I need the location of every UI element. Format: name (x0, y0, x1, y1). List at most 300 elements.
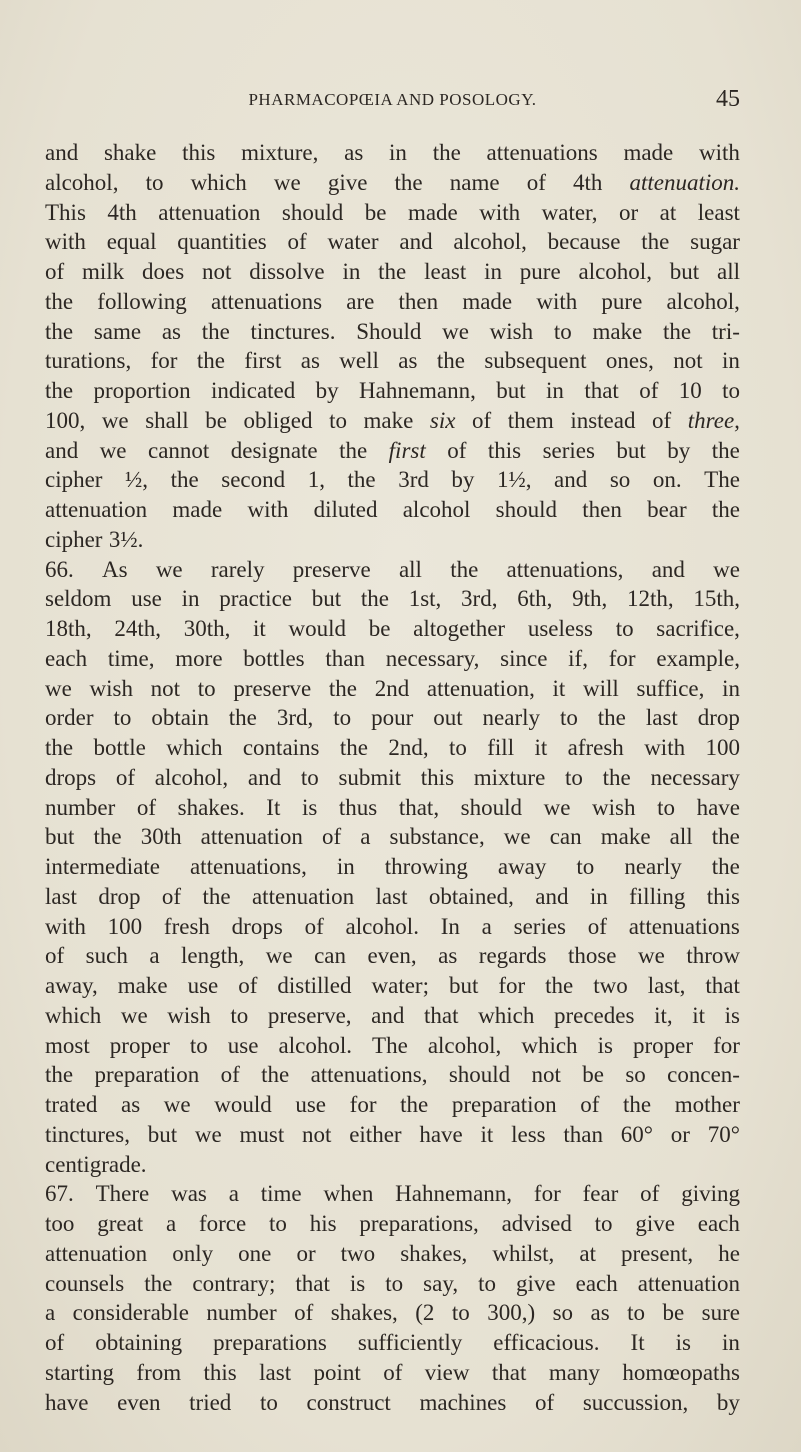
word: be (364, 199, 387, 225)
word: than (563, 1121, 603, 1147)
word: the (394, 169, 423, 195)
word: but (448, 973, 479, 998)
word: the (45, 288, 74, 314)
word: of (238, 973, 258, 998)
word: distilled (277, 973, 352, 998)
word: sufficiently (357, 1330, 463, 1355)
word: 100 (107, 913, 143, 939)
word: or (619, 199, 639, 225)
word: the (641, 229, 670, 255)
word: such (85, 943, 128, 969)
word: cipher (45, 526, 103, 552)
word: is (301, 794, 318, 820)
word: give (516, 1270, 556, 1296)
word: give (327, 169, 368, 195)
word: say, (423, 1270, 459, 1296)
word: give (635, 1211, 675, 1236)
word: the (328, 675, 358, 701)
word: them (507, 407, 554, 433)
word: suffice, (636, 675, 705, 701)
word: of (526, 169, 546, 195)
word: the (196, 348, 225, 374)
word: are (346, 288, 375, 314)
word: to (113, 705, 132, 731)
word: that (705, 973, 740, 998)
word: view (424, 1359, 470, 1385)
word: wish (167, 1002, 211, 1028)
word: 66. (45, 556, 74, 582)
word: the (93, 824, 122, 850)
word: machines (419, 1389, 507, 1415)
text-line (45, 465, 740, 495)
word: it (253, 616, 266, 641)
word: first (244, 348, 282, 374)
word: 30th (140, 824, 182, 850)
word: substance, (389, 824, 485, 850)
word: this (420, 764, 455, 790)
word: should (448, 1062, 511, 1088)
page-number: 45 (716, 86, 740, 112)
word: least (697, 199, 740, 225)
word: tinctures, (45, 1121, 130, 1147)
word: then (582, 497, 622, 522)
word: of (383, 1359, 403, 1385)
word: 15th, (693, 586, 740, 612)
word: to (333, 705, 352, 731)
word: intermediate (45, 854, 160, 879)
word: of (220, 1062, 240, 1088)
word: the (623, 1092, 652, 1117)
text-line (45, 793, 740, 823)
word: we (155, 556, 183, 582)
word: This (45, 199, 86, 225)
word: 67. (45, 1181, 74, 1207)
word: sacrifice, (656, 616, 740, 641)
word: 10 (678, 378, 702, 403)
word: only (172, 1240, 214, 1266)
word: mixture, (241, 140, 319, 165)
word: to (615, 616, 634, 641)
text-line (45, 495, 740, 525)
word: present, (621, 1240, 694, 1266)
word: more (175, 645, 223, 671)
word: with (536, 288, 578, 314)
word: 30th, (183, 616, 231, 641)
word: the (711, 437, 740, 463)
word: made (407, 199, 458, 225)
word: and (371, 1002, 405, 1028)
word: in (336, 854, 355, 879)
text-line (45, 584, 740, 614)
word: we (265, 943, 293, 969)
word: away, (45, 973, 98, 998)
word: we (442, 318, 469, 344)
word: attenuation (158, 199, 261, 225)
word: great (97, 1211, 144, 1236)
word: as (590, 1300, 610, 1326)
word: the (201, 318, 230, 344)
word: make (600, 824, 651, 850)
word: a (228, 1181, 239, 1207)
word: of (45, 943, 65, 969)
word: force (198, 1211, 247, 1236)
word: pure (601, 288, 643, 314)
word: use (131, 586, 162, 612)
word: each (697, 1211, 740, 1236)
word: all (398, 556, 422, 582)
text-line (45, 138, 740, 168)
word: (2 (415, 1300, 435, 1326)
word: can (549, 824, 582, 850)
word: mother (674, 1092, 740, 1117)
word: in (484, 259, 502, 284)
word: last (45, 883, 77, 909)
word: by (716, 1389, 740, 1415)
word: wish (89, 675, 133, 701)
word: to (329, 407, 347, 433)
word: 3½. (108, 526, 144, 552)
word: at (659, 199, 677, 225)
word: subsequent (484, 348, 587, 374)
word: altogether (413, 616, 506, 641)
word: does (142, 259, 185, 284)
word: the (711, 854, 740, 879)
word: efficacious. (493, 1330, 600, 1355)
word: There (95, 1181, 150, 1207)
word: that, (398, 794, 440, 820)
word: we (638, 943, 665, 969)
word: even, (367, 943, 417, 969)
word: away (497, 854, 547, 879)
word: so (609, 467, 631, 493)
word: Should (356, 318, 422, 344)
word: it (534, 735, 548, 760)
word: when (323, 1181, 374, 1207)
word: same (93, 318, 142, 344)
word: is (349, 1270, 366, 1296)
word: even (117, 1389, 161, 1415)
word: for (533, 1181, 561, 1207)
word: 70° (707, 1121, 740, 1147)
word: throwing (384, 854, 468, 879)
word: drops (45, 764, 97, 790)
word: and (45, 140, 79, 165)
word: use (187, 973, 219, 998)
word: should (495, 497, 557, 522)
word: the (711, 497, 740, 522)
word: succussion, (582, 1389, 689, 1415)
word: and (247, 764, 282, 790)
word: water, (541, 199, 598, 225)
word: be (368, 616, 391, 641)
word: the (436, 348, 465, 374)
word: if, (568, 645, 588, 671)
word: 12th, (626, 586, 674, 612)
text-line (45, 525, 740, 555)
word: well (339, 348, 379, 374)
text-line (45, 941, 740, 971)
word: make (363, 407, 414, 433)
word: then (398, 288, 439, 314)
word: attenuations, (189, 854, 307, 879)
word: nearly (624, 854, 682, 879)
word: instead (570, 407, 636, 433)
word: drops (231, 913, 283, 939)
text-line (45, 376, 740, 406)
word: point (313, 1359, 361, 1385)
text-line (45, 1269, 740, 1299)
word: two (340, 1240, 376, 1266)
word: of (321, 824, 342, 850)
word: diluted (313, 497, 378, 522)
word: tri- (711, 318, 740, 344)
word: to (553, 318, 572, 344)
word: which (190, 169, 247, 195)
word: the (45, 318, 74, 344)
word: drop (98, 883, 141, 909)
word: is (724, 1002, 740, 1028)
word: preparation (451, 1092, 557, 1117)
text-line (45, 1179, 740, 1209)
word: which (478, 1002, 535, 1028)
word: to (259, 1389, 278, 1415)
word: least (424, 259, 467, 284)
word: attenuation (637, 1270, 740, 1296)
word: that (584, 378, 619, 403)
word: Hahnemann, (395, 1181, 513, 1207)
text-line (45, 763, 740, 793)
word: of (640, 1181, 660, 1207)
word: last (375, 883, 408, 909)
word: on. (652, 467, 682, 493)
word: as (161, 318, 181, 344)
word: and (45, 437, 79, 463)
word: 100, (45, 407, 86, 433)
word: 2nd, (388, 735, 429, 760)
word: the (45, 1062, 74, 1088)
word: have (696, 794, 740, 820)
word: in (181, 586, 200, 612)
word: but (147, 1121, 178, 1147)
word: many (548, 1359, 600, 1385)
word: be (662, 1300, 685, 1326)
word: is (597, 1032, 613, 1058)
word: in (546, 378, 564, 403)
word: we (273, 169, 301, 195)
word: but (496, 378, 526, 403)
text-line (45, 703, 740, 733)
word: seldom (45, 586, 112, 612)
word: in (722, 675, 740, 701)
word: preparations (213, 1330, 327, 1355)
word: each (575, 1270, 618, 1296)
word: this (487, 437, 522, 463)
word: of (161, 883, 182, 909)
word: 1st, (408, 586, 442, 612)
text-line (45, 1001, 740, 1031)
word: tried (189, 1389, 232, 1415)
word: milk (82, 259, 125, 284)
word: use (295, 1092, 327, 1117)
word: is (675, 1330, 691, 1355)
word: time, (107, 645, 155, 671)
word: as (398, 348, 418, 374)
word: a (149, 943, 160, 969)
word: for (349, 1092, 377, 1117)
word: by (315, 378, 339, 403)
word: proper (632, 1032, 694, 1058)
word: that (424, 1002, 459, 1028)
word: the (450, 556, 479, 582)
word: proportion (93, 378, 191, 403)
text-line (45, 287, 740, 317)
word: practice (219, 586, 292, 612)
word: pure (519, 259, 561, 284)
word: 9th, (572, 586, 608, 612)
word: number (45, 794, 116, 820)
word: all (717, 259, 740, 284)
running-title: PHARMACOPŒIA AND POSOLOGY. (248, 90, 537, 109)
word: we (713, 556, 740, 582)
word: should (281, 199, 344, 225)
word: 24th, (114, 616, 161, 641)
word: example, (656, 645, 740, 671)
word: to (189, 1032, 208, 1058)
word: designate (230, 437, 318, 463)
word: In (440, 913, 460, 939)
word: less (511, 1121, 546, 1147)
text-line (45, 1328, 740, 1358)
word: water; (371, 973, 429, 998)
text-line (45, 1298, 740, 1328)
word: 3rd (398, 467, 429, 493)
word: the (45, 378, 74, 403)
word: and (535, 883, 569, 909)
word: to (448, 735, 467, 760)
word: the (378, 259, 407, 284)
word: cannot (147, 437, 210, 463)
word: last (645, 705, 678, 731)
word: so (625, 1062, 646, 1088)
word: which (166, 735, 223, 760)
word: It (630, 1330, 645, 1355)
text-line (45, 971, 740, 1001)
word: 6th, (517, 586, 553, 612)
word: starting (45, 1359, 114, 1385)
word: of (639, 378, 659, 403)
word: The (704, 467, 740, 493)
word: alcohol, (45, 169, 119, 195)
word: we (120, 1002, 148, 1028)
word: not (673, 348, 703, 374)
word: obtain (151, 705, 209, 731)
word: use (227, 1032, 259, 1058)
word: of (304, 913, 324, 939)
word: and (399, 229, 433, 255)
word: indicated (210, 378, 296, 403)
text-line (45, 1388, 740, 1418)
word: equal (106, 229, 157, 255)
word: time (260, 1181, 302, 1207)
word: all (669, 824, 693, 850)
word: we (101, 407, 129, 433)
word: the (360, 586, 389, 612)
word: attenuation (200, 824, 303, 850)
word: As (102, 556, 128, 582)
word: the (347, 467, 376, 493)
word: of (472, 407, 492, 433)
word: of (45, 1330, 65, 1355)
word: we (45, 675, 72, 701)
word: the (339, 437, 368, 463)
word: sure (701, 1300, 740, 1326)
word: the (545, 973, 574, 998)
word: would (288, 616, 347, 641)
text-line (45, 257, 740, 287)
word: the (170, 467, 199, 493)
word: alcohol, (427, 1032, 502, 1058)
word: of (45, 259, 65, 284)
word: preparations, (359, 1211, 479, 1236)
word: fear (582, 1181, 619, 1207)
word: too (45, 1211, 75, 1236)
text-line (45, 555, 740, 585)
word: preserve (233, 675, 312, 701)
body-text (45, 138, 740, 1417)
word: bottles (243, 645, 305, 671)
word: since (500, 645, 548, 671)
word: bottle (93, 735, 146, 760)
word: for (498, 973, 526, 998)
word: make (117, 973, 168, 998)
word: wish (592, 794, 636, 820)
word: with (479, 199, 521, 225)
word: with (644, 735, 686, 760)
word: construct (306, 1389, 391, 1415)
word: 4th (572, 169, 603, 195)
word: but (616, 437, 646, 463)
word: bear (647, 497, 687, 522)
word: two (593, 973, 628, 998)
word: giving (681, 1181, 740, 1207)
word: but (45, 824, 75, 850)
word: as (344, 140, 364, 165)
text-line (45, 317, 740, 347)
word: fill (487, 735, 515, 760)
word: the (339, 735, 368, 760)
word: 4th (107, 199, 137, 225)
word: the (261, 1062, 290, 1088)
word: alcohol, (666, 288, 740, 314)
word: to (722, 378, 740, 403)
word: to (565, 764, 583, 790)
word: it (480, 1121, 494, 1147)
word: obtaining (95, 1330, 183, 1355)
word: 2nd (374, 675, 410, 701)
word: to (478, 1270, 496, 1296)
word: drop (697, 705, 740, 731)
italic-word: three, (687, 407, 740, 433)
word: the (144, 1270, 173, 1296)
word: shake (103, 140, 157, 165)
word: in (389, 140, 407, 165)
word: considerable (72, 1300, 189, 1326)
word: 1, (307, 467, 325, 493)
word: or (296, 1240, 316, 1266)
word: either (349, 1121, 402, 1147)
word: attenuations (486, 140, 598, 165)
word: thus (338, 794, 378, 820)
